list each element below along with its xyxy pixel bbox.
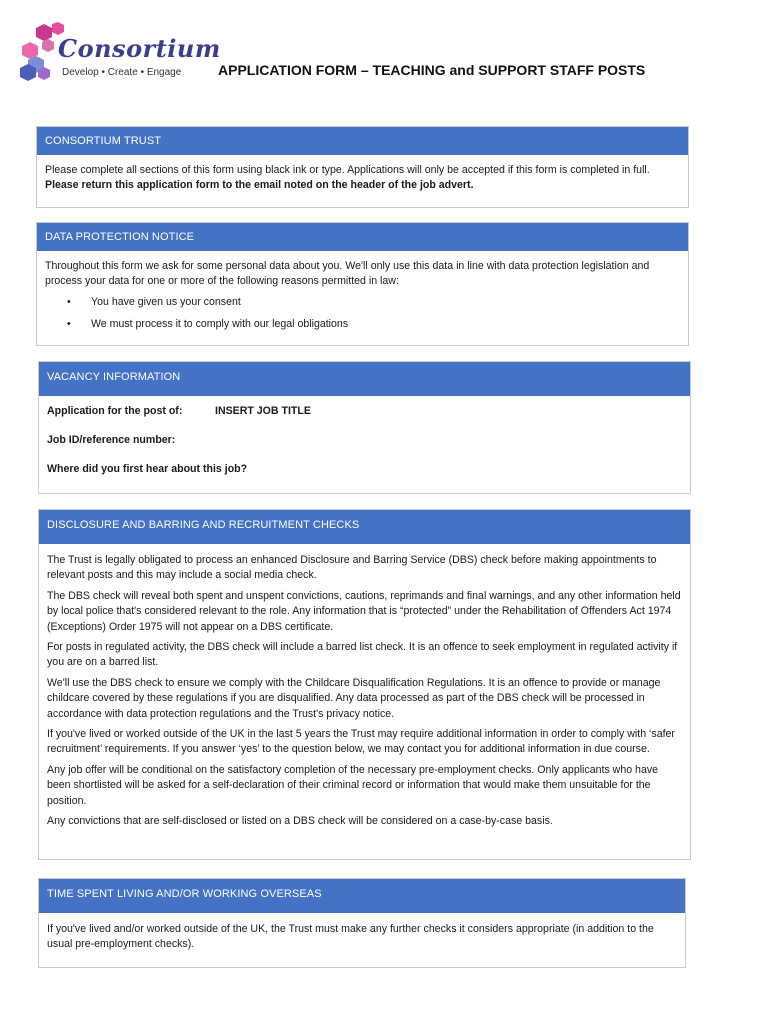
reference-row [47,433,682,462]
section-body [39,544,690,841]
section-vacancy-information [38,361,691,494]
consortium-logo [18,22,221,88]
section-consortium-trust [36,126,689,208]
section-body [39,913,685,959]
dbs-paragraph: If you've lived or worked outside of the UK in the last 5 years the Trust may require additional information in order to comply with ‘safer recruitment’ requirements. If you answer ‘yes’ to the question below, we may contact you for additional information in due course. [47,728,675,756]
post-row [47,404,682,433]
source-row [47,462,682,491]
reference-label: Job ID/reference number: [47,434,176,446]
section-overseas [38,878,686,968]
post-label: Application for the post of: [47,405,183,417]
bullet-icon: • [67,295,71,308]
section-heading: DISCLOSURE AND BARRING AND RECRUITMENT CHECKS [39,510,690,544]
data-protection-intro: Throughout this form we ask for some personal data about you. We'll only use this data in line with data protection legislation and process your data for one or more of the following reasons permitted in law: [45,260,650,288]
section-heading: DATA PROTECTION NOTICE [37,223,688,251]
overseas-text: If you've lived and/or worked outside of the UK, the Trust must make any further checks it considers appropriate (in addition to the usual pre-employment checks). [47,923,654,951]
trust-instructions: Please complete all sections of this form using black ink or type. Applications will only be accepted if this form is completed in full. [45,164,650,176]
trust-return-note: Please return this application form to the email noted on the header of the job advert. [45,179,474,192]
dbs-paragraph: The DBS check will reveal both spent and unspent convictions, cautions, reprimands and final warnings, and any other information held by local police that's considered relevant to the role. Any information that is “protected” under the Rehabilitation of Offenders Act 1974 (Exceptions) Order 1975 will not appear on a DBS certificate. [47,589,681,633]
post-value-field[interactable]: INSERT JOB TITLE [215,405,311,417]
section-body [37,251,688,346]
document-title: APPLICATION FORM – TEACHING and SUPPORT STAFF POSTS [218,62,646,78]
source-label: Where did you first hear about this job? [47,463,248,475]
dbs-paragraph: We'll use the DBS check to ensure we comply with the Childcare Disqualification Regulations. It is an offence to provide or manage childcare covered by these regulations if you are disqualified. Any data processed as part of the DBS check will be processed in accordance with data protection regulations and the Trust's privacy notice. [47,676,661,720]
section-heading: CONSORTIUM TRUST [37,127,688,155]
section-heading: TIME SPENT LIVING AND/OR WORKING OVERSEAS [39,879,685,913]
section-heading: VACANCY INFORMATION [39,362,690,396]
dbs-paragraph: Any convictions that are self-disclosed or listed on a DBS check will be considered on a case-by-case basis. [47,815,553,828]
reasons-list [45,295,680,333]
list-item: • You have given us your consent [45,295,680,310]
bullet-icon: • [67,318,71,331]
dbs-paragraph: For posts in regulated activity, the DBS check will include a barred list check. It is an offence to seek employment in regulated activity if you are on a barred list. [47,641,678,669]
logo-wordmark: Consortium [58,34,221,63]
logo-tagline: Develop • Create • Engage [62,67,182,78]
dbs-paragraph: The Trust is legally obligated to process an enhanced Disclosure and Barring Service (DBS) check before making appointments to relevant posts and this may include a social media check. [47,554,657,582]
list-item: • We must process it to comply with our legal obligations [45,317,680,332]
section-body [37,155,688,200]
section-disclosure-barring [38,509,691,860]
section-body [39,396,690,497]
dbs-paragraph: Any job offer will be conditional on the satisfactory completion of the necessary pre-employment checks. Only applicants who have been shortlisted will be asked for a self-declaration of their criminal record or information that would make them unsuitable for the position. [47,763,659,807]
section-data-protection [36,222,689,346]
